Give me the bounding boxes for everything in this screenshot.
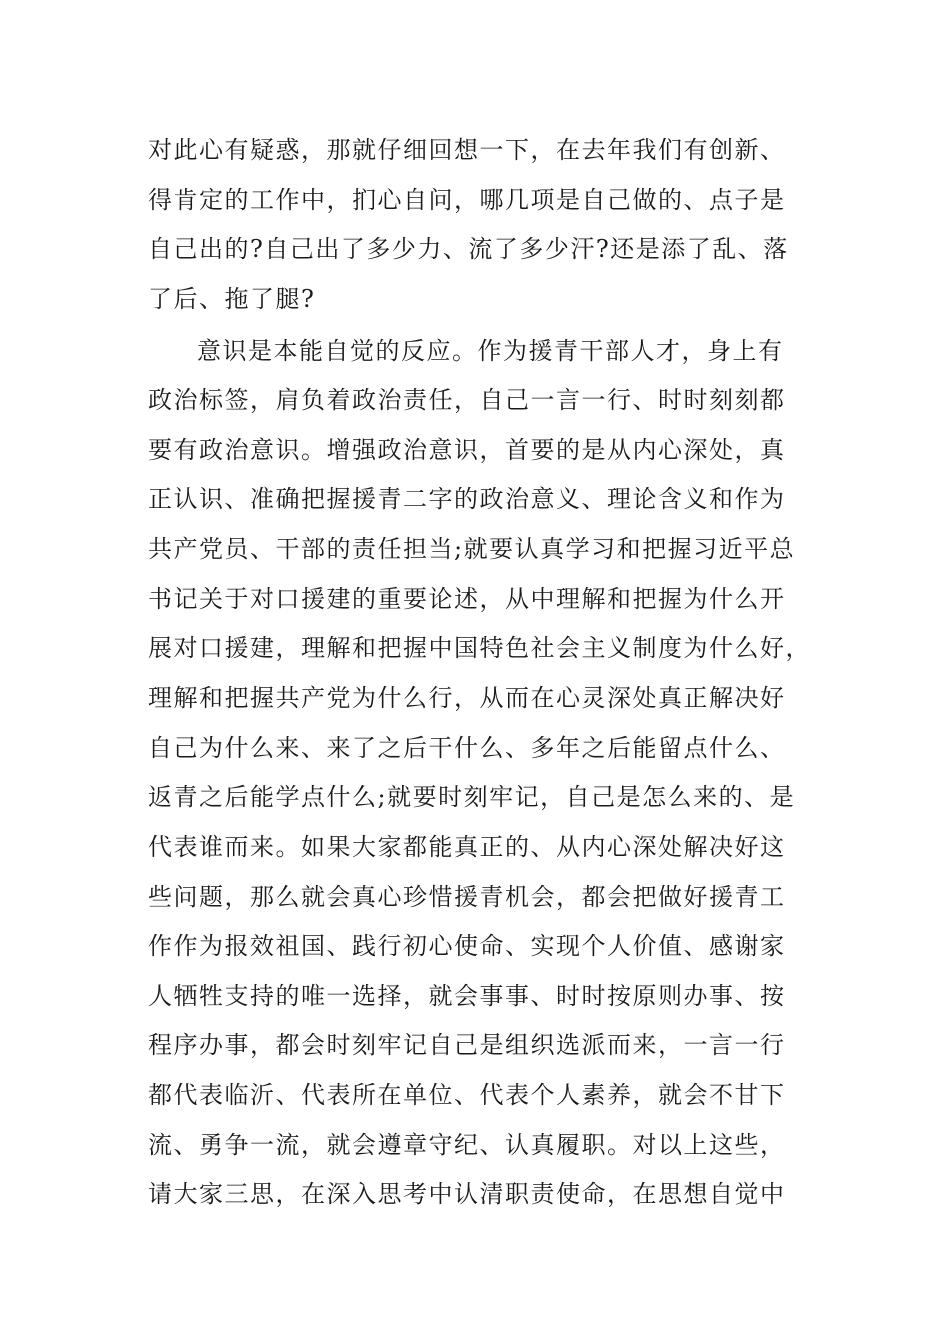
text-line: 得肯定的工作中，扪心自问，哪几项是自己做的、点子是 [148,186,786,214]
text-line: 书记关于对口援建的重要论述，从中理解和把握为什么开 [148,585,786,613]
text-line: 人牺牲支持的唯一选择，就会事事、时时按原则办事、按 [148,982,786,1010]
text-line: 些问题，那么就会真心珍惜援青机会，都会把做好援青工 [148,883,786,911]
text-line: 自己出的?自己出了多少力、流了多少汗?还是添了乱、落 [148,235,789,263]
text-line: 流、勇争一流，就会遵章守纪、认真履职。对以上这些， [148,1131,786,1159]
text-line: 对此心有疑惑，那就仔细回想一下，在去年我们有创新、 [148,136,786,164]
text-line: 程序办事，都会时刻牢记自己是组织选派而来，一言一行 [148,1031,786,1059]
text-line: 共产党员、干部的责任担当;就要认真学习和把握习近平总 [148,535,796,563]
text-line: 政治标签，肩负着政治责任，自己一言一行、时时刻刻都 [148,386,786,414]
text-line: 自己为什么来、来了之后干什么、多年之后能留点什么、 [148,734,786,762]
text-line: 请大家三思，在深入思考中认清职责使命，在思想自觉中 [148,1180,786,1208]
text-line: 正认识、准确把握援青二字的政治意义、理论含义和作为 [148,485,786,513]
text-line: 意识是本能自觉的反应。作为援青干部人才，身上有 [197,337,784,365]
text-line: 作作为报效祖国、践行初心使命、实现个人价值、感谢家 [148,932,786,960]
text-line: 理解和把握共产党为什么行，从而在心灵深处真正解决好 [148,684,786,712]
text-line: 返青之后能学点什么;就要时刻牢记，自己是怎么来的、是 [148,783,796,811]
text-line: 要有政治意识。增强政治意识，首要的是从内心深处，真 [148,436,786,464]
text-line: 了后、拖了腿? [148,285,316,313]
text-line: 代表谁而来。如果大家都能真正的、从内心深处解决好这 [148,833,786,861]
text-line: 展对口援建，理解和把握中国特色社会主义制度为什么好， [148,634,811,662]
text-line: 都代表临沂、代表所在单位、代表个人素养，就会不甘下 [148,1081,786,1109]
